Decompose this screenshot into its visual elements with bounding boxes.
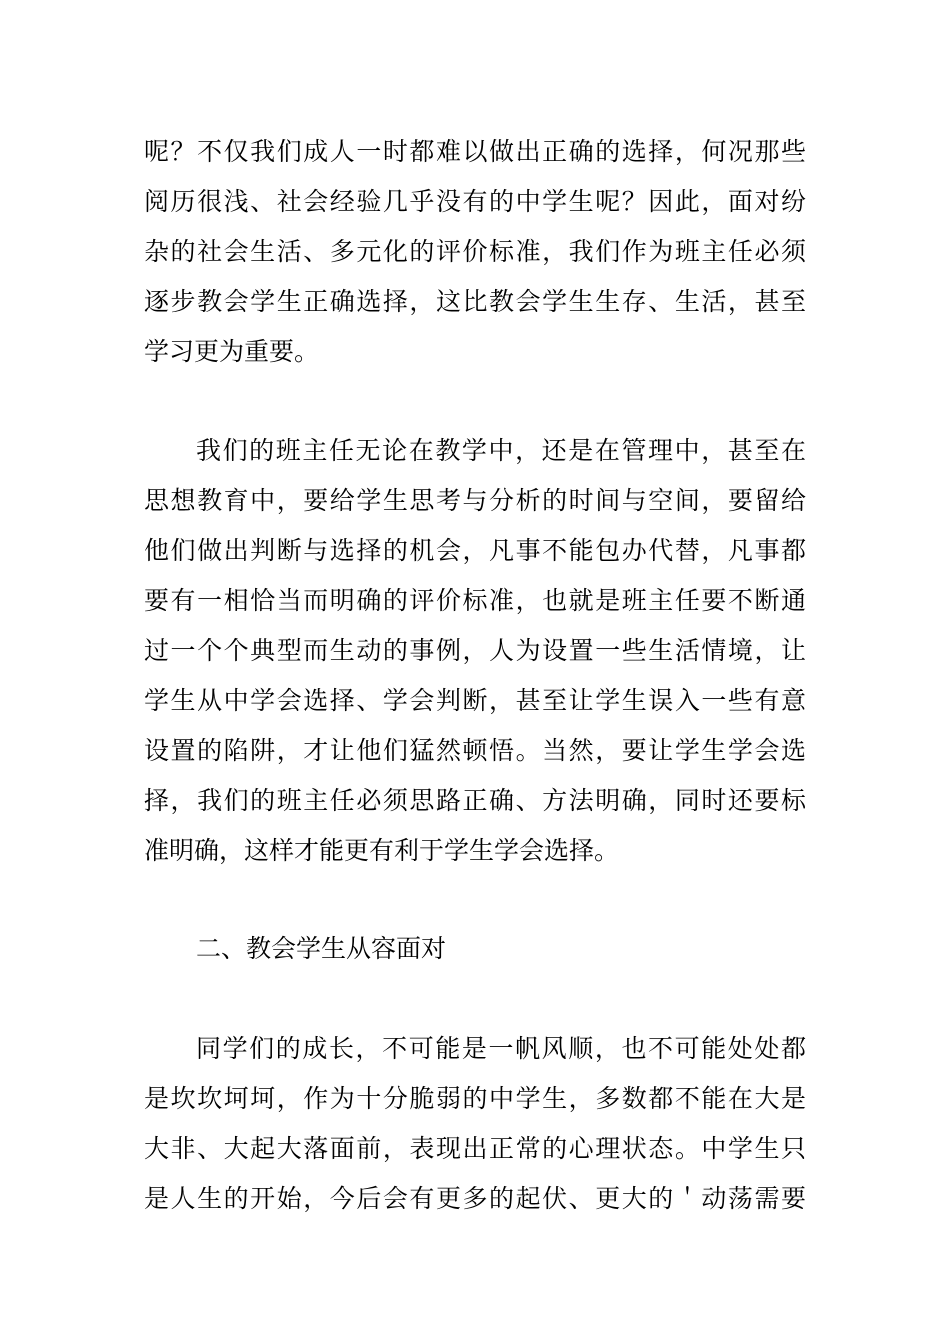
paragraph-2-line-6: 学生从中学会选择、学会判断，甚至让学生误入一些有意 bbox=[144, 686, 806, 715]
paragraph-3-line-1: 同学们的成长，不可能是一帆风顺，也不可能处处都 bbox=[196, 1034, 806, 1063]
paragraph-2-line-8: 择，我们的班主任必须思路正确、方法明确，同时还要标 bbox=[144, 786, 806, 815]
paragraph-2-line-9: 准明确，这样才能更有利于学生学会选择。 bbox=[144, 836, 620, 865]
paragraph-1-line-1: 呢？不仅我们成人一时都难以做出正确的选择，何况那些 bbox=[144, 137, 806, 166]
paragraph-2 bbox=[144, 426, 806, 876]
paragraph-3-line-3: 大非、大起大落面前，表现出正常的心理状态。中学生只 bbox=[144, 1134, 806, 1163]
paragraph-2-line-4: 要有一相恰当而明确的评价标准，也就是班主任要不断通 bbox=[144, 586, 806, 615]
paragraph-1-line-2: 阅历很浅、社会经验几乎没有的中学生呢？因此，面对纷 bbox=[144, 187, 806, 216]
paragraph-3-line-4: 是人生的开始，今后会有更多的起伏、更大的＇动荡需要 bbox=[144, 1184, 806, 1213]
paragraph-2-line-7: 设置的陷阱，才让他们猛然顿悟。当然，要让学生学会选 bbox=[144, 736, 806, 765]
paragraph-1-line-5: 学习更为重要。 bbox=[144, 337, 320, 366]
paragraph-1-line-4: 逐步教会学生正确选择，这比教会学生生存、生活，甚至 bbox=[144, 287, 806, 316]
paragraph-1-line-3: 杂的社会生活、多元化的评价标准，我们作为班主任必须 bbox=[144, 237, 806, 266]
paragraph-2-line-5: 过一个个典型而生动的事例，人为设置一些生活情境，让 bbox=[144, 636, 806, 665]
section-heading bbox=[144, 924, 806, 974]
paragraph-3-line-2: 是坎坎坷坷，作为十分脆弱的中学生，多数都不能在大是 bbox=[144, 1084, 806, 1113]
paragraph-1 bbox=[144, 127, 806, 377]
paragraph-2-line-2: 思想教育中，要给学生思考与分析的时间与空间，要留给 bbox=[144, 486, 806, 515]
paragraph-3 bbox=[144, 1024, 806, 1224]
paragraph-2-line-1: 我们的班主任无论在教学中，还是在管理中，甚至在 bbox=[196, 436, 806, 465]
paragraph-2-line-3: 他们做出判断与选择的机会，凡事不能包办代替，凡事都 bbox=[144, 536, 806, 565]
section-heading-text: 二、教会学生从容面对 bbox=[196, 934, 447, 963]
